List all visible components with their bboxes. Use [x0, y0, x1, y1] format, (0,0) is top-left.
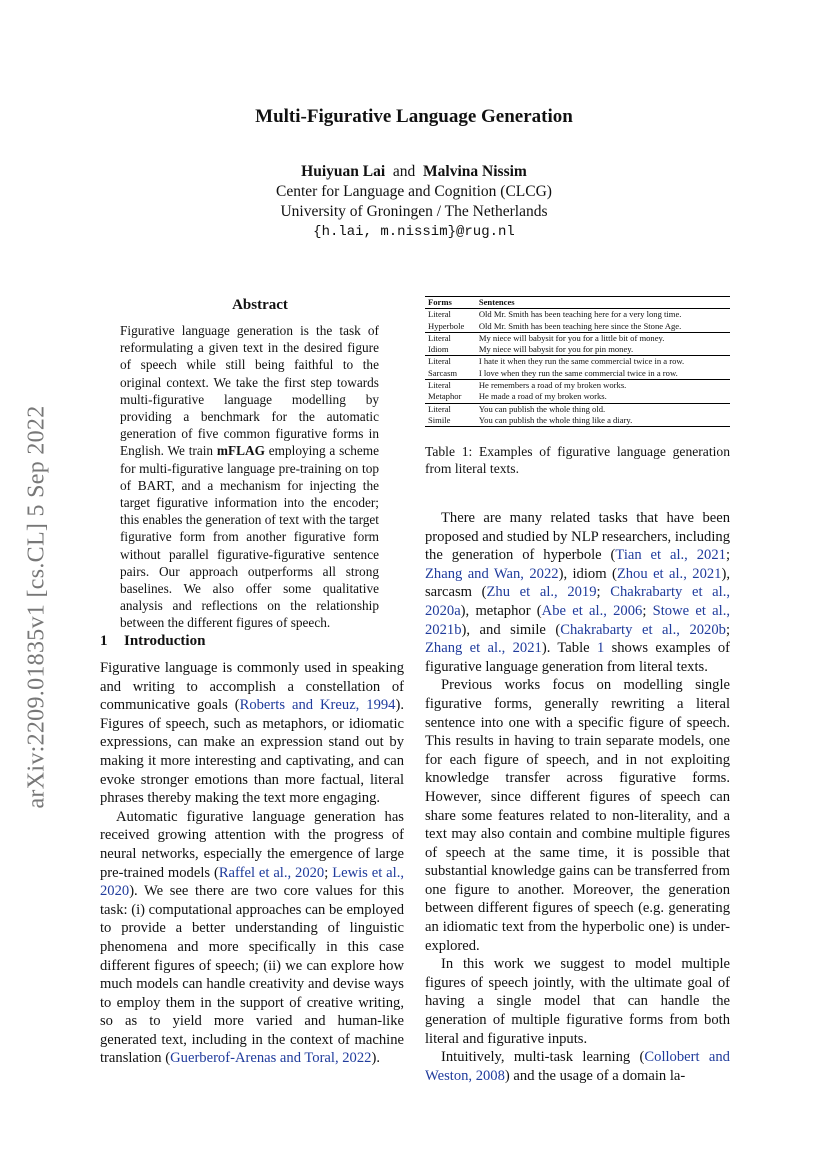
model-name: mFLAG: [216, 443, 265, 459]
paper-title: Multi-Figurative Language Generation: [255, 106, 573, 127]
form-cell: Idiom: [428, 344, 449, 355]
table-header: Sentences: [478, 297, 515, 307]
table-caption: Table 1: Examples of figurative language generation from literal texts.: [425, 444, 730, 476]
sentence-cell: You can publish the whole thing old.: [476, 403, 730, 415]
affiliation: University of Groningen / The Netherlands: [280, 203, 548, 220]
form-cell: Sarcasm: [428, 367, 458, 378]
form-cell: Metaphor: [428, 391, 462, 402]
table-row: [425, 391, 730, 403]
citation-link[interactable]: Chakrabarty et al., 2020b: [560, 621, 726, 638]
abstract-body: [120, 322, 379, 632]
sentence-cell: My niece will babysit for you for pin money.: [478, 344, 634, 355]
section-heading: [100, 633, 205, 650]
table-row: [425, 309, 730, 321]
sentence-cell: Old Mr. Smith has been teaching here since the Stone Age.: [478, 320, 682, 331]
table-row: [425, 332, 730, 344]
citation-link[interactable]: Tian et al., 2021: [615, 547, 726, 564]
form-cell: Simile: [428, 414, 451, 425]
author-email: {h.lai, m.nissim}@rug.nl: [313, 224, 515, 240]
form-cell: Literal: [425, 332, 476, 344]
sentence-cell: My niece will babysit for you for a little bit of money.: [476, 332, 730, 344]
examples-table: [425, 296, 730, 427]
author-name: Huiyuan Lai: [301, 163, 386, 180]
paragraph: There are many related tasks that have been proposed and studied by NLP researchers, including the generation of hyperbole (Tian et al., 2021; Zhang and Wan, 2022), idiom (Zhou et al., 2021), sarcasm (Zhu et al., 2019; Chakrabarty et al., 2020a), metaphor (Abe et al., 2006; Stowe et al., 2021b), and simile (Chakrabarty et al., 2020b; Zhang et al., 2021). Table 1 shows examples of figurative language generation from literal texts.: [425, 510, 730, 675]
sentence-cell: I love when they run the same commercial twice in a row.: [478, 367, 678, 378]
citation-link[interactable]: Abe et al., 2006: [541, 602, 643, 619]
citation-link[interactable]: Guerberof-Arenas and Toral, 2022: [170, 1050, 372, 1067]
table-header: Forms: [428, 297, 452, 307]
form-cell: Literal: [425, 403, 476, 415]
citation-link[interactable]: Roberts and Kreuz, 1994: [239, 697, 396, 714]
paragraph: Automatic figurative language generation has received growing attention with the progress of neural networks, especially the emergence of large pre-trained models (Raffel et al., 2020; Lewis et al., 2020). We see there are two core values for this task: (i) computational approaches can be employed to provide a better understanding of linguistic phenomena and more specifically in this case different figures of speech; (ii) we can explore how much models can handle creativity and devise ways to employ them in the support of creative writing, so as to yield more varied and human-like generated text, including in the context of machine translation (Guerberof-Arenas and Toral, 2022).: [100, 808, 404, 1067]
abstract-text: employing a scheme for multi-figurative language pre-training on top of BART, and a mechanism for injecting the target figurative information into the encoder; this enables the generation of text with the target figurative form from another figurative form without parallel figurative-figurative sentence pairs. Our approach outperforms all strong baselines. We also offer some qualitative analysis and reflections on the relationship between the different figures of speech.: [120, 443, 379, 631]
sentence-cell: Old Mr. Smith has been teaching here for a very long time.: [476, 309, 730, 321]
citation-link[interactable]: Zhu et al., 2019: [486, 584, 597, 601]
form-cell: Literal: [425, 309, 476, 321]
right-column: [425, 509, 730, 1085]
citation-link[interactable]: Collobert and Weston, 2008: [425, 1049, 730, 1084]
sentence-cell: He made a road of my broken works.: [478, 391, 607, 402]
table-row: [425, 403, 730, 415]
citation-link[interactable]: Stowe et al., 2021b: [425, 602, 730, 638]
section-title: Introduction: [124, 633, 206, 649]
sentence-cell: You can publish the whole thing like a diary.: [478, 414, 633, 425]
sentence-cell: I hate it when they run the same commercial twice in a row.: [476, 356, 730, 368]
paragraph: Figurative language is commonly used in speaking and writing to accomplish a constellation of communicative goals (Roberts and Kreuz, 1994). Figures of speech, such as metaphors, or idiomatic expressions, can make an expression stand out by making it more interesting and captivating, and can evoke stronger emotions than more factual, literal phrases thereby making the text more engaging.: [100, 660, 404, 807]
left-column: [100, 659, 404, 1068]
table-reference-link[interactable]: 1: [596, 640, 605, 657]
citation-link[interactable]: Lewis et al., 2020: [100, 864, 404, 900]
form-cell: Hyperbole: [428, 320, 465, 331]
table-row: [425, 344, 730, 356]
citation-link[interactable]: Chakrabarty et al., 2020a: [425, 584, 730, 619]
author-conjunction: and: [392, 163, 416, 180]
affiliation: Center for Language and Cognition (CLCG): [276, 183, 552, 200]
abstract-text: Figurative language generation is the task of reformulating a given text in the desired figure of speech while still being faithful to the original context. We take the first step towards multi-figurative language modelling by providing a benchmark for the automatic generation of five common figurative forms in English. We train: [120, 323, 379, 459]
table-row: [425, 380, 730, 392]
paragraph: In this work we suggest to model multiple figures of speech jointly, with the ultimate goal of having a single model that can handle the generation of multiple figurative forms from both literal and figurative inputs.: [425, 956, 730, 1047]
abstract-heading: Abstract: [232, 297, 288, 313]
citation-link[interactable]: Zhang and Wan, 2022: [425, 565, 559, 582]
author-block: [0, 162, 828, 242]
table-row: [425, 356, 730, 368]
sentence-cell: He remembers a road of my broken works.: [476, 380, 730, 392]
table-row: [425, 368, 730, 380]
citation-link[interactable]: Raffel et al., 2020: [218, 864, 325, 881]
arxiv-stamp-text: arXiv:2209.01835v1 [cs.CL] 5 Sep 2022: [23, 405, 50, 809]
citation-link[interactable]: Zhang et al., 2021: [425, 640, 542, 657]
table-row: [425, 321, 730, 333]
section-number: 1: [100, 633, 108, 649]
author-name: Malvina Nissim: [423, 163, 527, 180]
table-row: [425, 415, 730, 427]
form-cell: Literal: [425, 356, 476, 368]
arxiv-stamp: [17, 372, 57, 842]
paragraph: Previous works focus on modelling single figurative forms, generally rewriting a literal sentence into one with a specific figure of speech. This results in having to train separate models, one for each figure of speech, and in not exploiting knowledge transfer across figurative forms. However, since different figures of speech can share some features related to non-literality, and a text may also contain and combine multiple figures of speech at the same time, it is possible that substantial knowledge gains can be transferred from one figure to another. Moreover, the generation between different figures of speech (e.g. generating an idiomatic text from the hyperbolic one) is under-explored.: [425, 677, 730, 954]
paragraph: Intuitively, multi-task learning (Collobert and Weston, 2008) and the usage of a domain la-: [425, 1049, 730, 1084]
form-cell: Literal: [425, 380, 476, 392]
citation-link[interactable]: Zhou et al., 2021: [616, 565, 722, 582]
